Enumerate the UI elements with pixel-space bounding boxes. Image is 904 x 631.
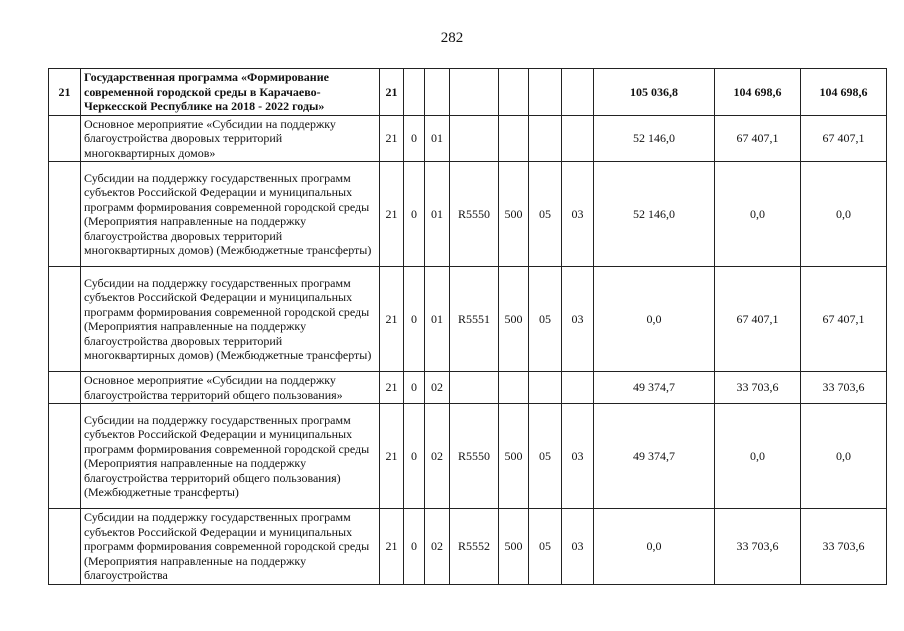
event-code-cell [425, 69, 450, 116]
amount-year1-cell: 49 374,7 [594, 404, 715, 509]
subprogram-code-cell: 0 [404, 372, 425, 404]
event-code-cell: 01 [425, 115, 450, 162]
vr-code-cell [499, 372, 529, 404]
vr-code-cell: 500 [499, 162, 529, 267]
rz-code-cell [529, 372, 562, 404]
row-number-cell: 21 [49, 69, 81, 116]
page-number: 282 [440, 30, 464, 46]
rz-code-cell [529, 69, 562, 116]
pr-code-cell: 03 [562, 509, 594, 585]
row-name-cell: Субсидии на поддержку государственных программ субъектов Российской Федерации и муниципальных программ формирования современной городской среды (Мероприятия направленные на поддержку благоустройства дворовых территорий многоквартирных домов) (Межбюджетные трансферты) [81, 162, 380, 267]
amount-year3-cell: 67 407,1 [801, 115, 887, 162]
row-number-cell [49, 115, 81, 162]
pr-code-cell: 03 [562, 404, 594, 509]
vr-code-cell [499, 115, 529, 162]
program-code-cell: 21 [380, 267, 404, 372]
event-code-cell: 01 [425, 162, 450, 267]
budget-table [48, 68, 887, 585]
table-row [49, 404, 887, 509]
subprogram-code-cell: 0 [404, 162, 425, 267]
amount-year3-cell: 33 703,6 [801, 372, 887, 404]
program-code-cell: 21 [380, 372, 404, 404]
row-number-cell [49, 509, 81, 585]
table-row [49, 115, 887, 162]
amount-year2-cell: 0,0 [715, 404, 801, 509]
row-number-cell [49, 372, 81, 404]
amount-year1-cell: 0,0 [594, 509, 715, 585]
row-number-cell [49, 267, 81, 372]
rz-code-cell: 05 [529, 404, 562, 509]
table-row [49, 162, 887, 267]
amount-year3-cell: 33 703,6 [801, 509, 887, 585]
table-row [49, 509, 887, 585]
expense-code-cell: R5552 [450, 509, 499, 585]
expense-code-cell: R5550 [450, 404, 499, 509]
pr-code-cell [562, 115, 594, 162]
pr-code-cell: 03 [562, 162, 594, 267]
amount-year2-cell: 0,0 [715, 162, 801, 267]
amount-year3-cell: 67 407,1 [801, 267, 887, 372]
row-name-cell: Государственная программа «Формирование современной городской среды в Карачаево-Черкесской Республике на 2018 - 2022 годы» [81, 69, 380, 116]
event-code-cell: 01 [425, 267, 450, 372]
amount-year2-cell: 67 407,1 [715, 267, 801, 372]
amount-year1-cell: 52 146,0 [594, 115, 715, 162]
event-code-cell: 02 [425, 404, 450, 509]
row-number-cell [49, 404, 81, 509]
subprogram-code-cell [404, 69, 425, 116]
amount-year2-cell: 33 703,6 [715, 372, 801, 404]
rz-code-cell [529, 115, 562, 162]
program-code-cell: 21 [380, 404, 404, 509]
table-row [49, 372, 887, 404]
table-row [49, 69, 887, 116]
vr-code-cell [499, 69, 529, 116]
row-name-cell: Субсидии на поддержку государственных программ субъектов Российской Федерации и муниципальных программ формирования современной городской среды (Мероприятия направленные на поддержку благоустройства дворовых территорий многоквартирных домов) (Межбюджетные трансферты) [81, 267, 380, 372]
amount-year3-cell: 104 698,6 [801, 69, 887, 116]
program-code-cell: 21 [380, 69, 404, 116]
rz-code-cell: 05 [529, 162, 562, 267]
amount-year3-cell: 0,0 [801, 404, 887, 509]
row-number-cell [49, 162, 81, 267]
subprogram-code-cell: 0 [404, 509, 425, 585]
amount-year1-cell: 105 036,8 [594, 69, 715, 116]
row-name-cell: Основное мероприятие «Субсидии на поддержку благоустройства дворовых территорий многоквартирных домов» [81, 115, 380, 162]
program-code-cell: 21 [380, 115, 404, 162]
expense-code-cell: R5551 [450, 267, 499, 372]
row-name-cell: Субсидии на поддержку государственных программ субъектов Российской Федерации и муниципальных программ формирования современной городской среды (Мероприятия направленные на поддержку благоустройства [81, 509, 380, 585]
expense-code-cell [450, 372, 499, 404]
amount-year1-cell: 49 374,7 [594, 372, 715, 404]
table-row [49, 267, 887, 372]
expense-code-cell: R5550 [450, 162, 499, 267]
program-code-cell: 21 [380, 509, 404, 585]
row-name-cell: Субсидии на поддержку государственных программ субъектов Российской Федерации и муниципальных программ формирования современной городской среды (Мероприятия направленные на поддержку благоустройства территорий общего пользования) (Межбюджетные трансферты) [81, 404, 380, 509]
amount-year1-cell: 0,0 [594, 267, 715, 372]
pr-code-cell [562, 372, 594, 404]
amount-year2-cell: 33 703,6 [715, 509, 801, 585]
amount-year2-cell: 67 407,1 [715, 115, 801, 162]
amount-year2-cell: 104 698,6 [715, 69, 801, 116]
row-name-cell: Основное мероприятие «Субсидии на поддержку благоустройства территорий общего пользования» [81, 372, 380, 404]
pr-code-cell: 03 [562, 267, 594, 372]
subprogram-code-cell: 0 [404, 115, 425, 162]
vr-code-cell: 500 [499, 404, 529, 509]
expense-code-cell [450, 115, 499, 162]
rz-code-cell: 05 [529, 267, 562, 372]
event-code-cell: 02 [425, 372, 450, 404]
subprogram-code-cell: 0 [404, 267, 425, 372]
rz-code-cell: 05 [529, 509, 562, 585]
pr-code-cell [562, 69, 594, 116]
budget-table-body [49, 69, 887, 585]
vr-code-cell: 500 [499, 267, 529, 372]
program-code-cell: 21 [380, 162, 404, 267]
subprogram-code-cell: 0 [404, 404, 425, 509]
amount-year1-cell: 52 146,0 [594, 162, 715, 267]
event-code-cell: 02 [425, 509, 450, 585]
expense-code-cell [450, 69, 499, 116]
vr-code-cell: 500 [499, 509, 529, 585]
amount-year3-cell: 0,0 [801, 162, 887, 267]
